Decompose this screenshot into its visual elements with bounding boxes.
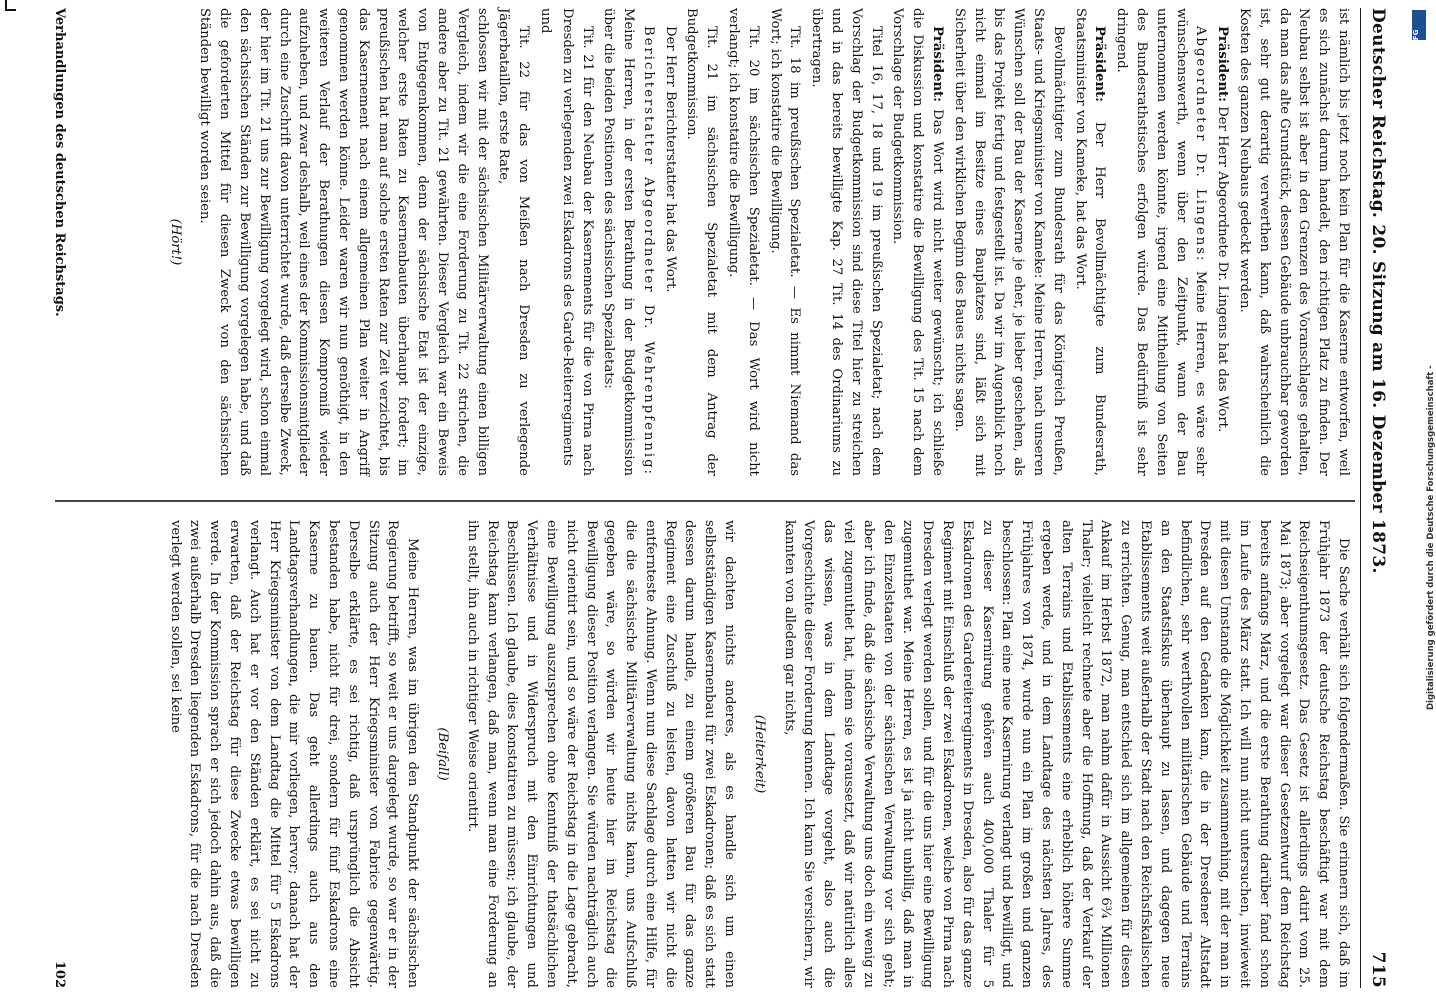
paragraph: Tit. 20 im sächsischen Spezialetat. — Das Wort wird nicht verlangt; ich konstatire die Bewilligung. — [726, 8, 761, 476]
paragraph-text: Meine Herren, in der ersten Berathung in der Budgetkommission über die beiden Positionen des sächsischen Spezialetats: — [601, 8, 637, 476]
page-footer — [45, 8, 75, 988]
paragraph: Tit. 21 im sächsischen Spezialetat mit dem Antrag der Budgetkommission. — [684, 8, 720, 476]
speaker-label: Präsident: — [930, 26, 946, 103]
paragraph — [888, 8, 947, 476]
paragraph: Tit. 21 für den Neubau der Kasernements für die von Pirna nach Dresden zu verlegenden zwei Eskadrons des Garde-Reiterregiments — [559, 8, 595, 476]
speaker-label: Präsident: — [1092, 26, 1108, 103]
interjection: (Heiterkeit) — [751, 714, 767, 794]
column-divider — [55, 500, 1355, 502]
paragraph: Tit. 22 für das von Meißen nach Dresden zu verlegende Jägerbataillon, erste Rate, — [496, 8, 532, 476]
sheet-number: 102 — [52, 960, 68, 988]
paragraph: Bevollmächtigter zum Bundesrath für das Königreich Preußen, Staats- und Kriegsminister von Kameke: Meine Herren, nach unseren Wünschen soll der Bau der Kaserne je eher, je lieber geschehen, als bis das Projekt fertig und festgestellt ist. Da wir im Augenblick noch nicht einmal im Besitze eines Bauplatzes sind, läßt sich mit Sicherheit über den wirklichen Beginn des Baues nichts sagen. — [951, 8, 1066, 476]
speaker-label: Berichterstatter Abgeordneter Dr. Wehrenpfennig: — [640, 26, 656, 476]
paragraph-text: Meine Herren, es wäre sehr wünschenswerth, wenn über den Zeitpunkt, wann der Bau unternommen werden könnte, irgend eine Mittheilung von Seiten des Bundesrathstisches erfolgen würde. Das Bedürfniß ist sehr dringend. — [1114, 8, 1209, 476]
paragraph: Tit. 18 im preußischen Spezialetat. — Es nimmt Niemand das Wort; ich konstatire die Bewilligung. — [767, 8, 803, 476]
page-number: 715 — [1368, 951, 1388, 988]
dfg-logo: DFG — [1412, 10, 1426, 40]
paragraph — [1212, 8, 1232, 476]
digitization-sidebar — [1404, 20, 1436, 710]
footer-label: Verhandlungen des deutschen Reichstags. — [52, 8, 68, 317]
paragraph: Die Sache verhält sich folgendermaßen. Sie erinnern sich, daß im Frühjahr 1873 der deutsche Reichstag beschäftigt war mit dem Reichseigenthumsgesetz. Das Gesetz ist allerdings datirt vom 25. Mai 1873; aber vorgelegt war dieser Gesetzentwurf dem Reichstag bereits anfangs März, und die erste Berathung darüber fand schon im Laufe des März statt. Ich will nun nicht untersuchen, inwieweit mit diesen Umstande die Möglichkeit zusammenhing, mit der man in Dresden auf den Gedanken kam, die in der Dresdener Altstadt befindlichen, sehr werthvollen militärischen Gebäude und Terrains an den Staatsfiskus überhaupt zu lassen, und dagegen neue Etablissements weit außerhalb der Stadt nach den Reichsfiskalischen zu errichten. Genug, man entschied sich im allgemeinen für diesen Ankauf im Herbst 1872, man nahm dafür in Aussicht 6¾ Millionen Thaler; vielleicht rechnete aber die Hoffnung, daß der Verkauf der alten Terrains und Etablissements eine erheblich höhere Summe ergeben werde, und in dem Landtage des nächsten Jahres, des Frühjahres von 1874, wurde nun ein Plan im großen und ganzen beschlossen: Plan eine neue Kasernirung verlangt und bewilligt, und zu dieser Kasernirung gehören auch 400,000 Thaler für 5 Eskadronen des Gardereiterregiments in Dresden, also für das ganze Regiment mit Einschluß der zwei Eskadronen, welche von Pirna nach Dresden verlegt werden sollen, und für die uns hier eine Bewilligung zugemuthet war. Meine Herren, es ist ja nicht unbillig, daß man in den Einzelstaaten von der sächsischen Verwaltung vor sich geht; aber ich finde, daß die sächsische Verwaltung uns doch ein wenig zu viel zugemuthet hat, indem sie voraussetzt, daß wir natürlich alles das wissen, was in dem Landtage vorgeht, also auch die Vorgeschichte dieser Forderung kennen. Ich kann Sie versichern, wir kannten von alledem gar nichts, — [781, 520, 1351, 988]
paragraph: Titel 16, 17, 18 und 19 im preußischen Spezialetat; nach dem Vorschlag der Budgetkommission sind diese Titel hier zu streichen und in das bereits bewilligte Kap. 27 Tit. 14 des Ordinariums zu übertragen. — [809, 8, 884, 476]
paragraph-text: Der Herr Abgeordnete Dr. Lingens hat das Wort. — [1215, 106, 1231, 433]
speaker-label: Abgeordneter Dr. Lingens: — [1193, 26, 1209, 263]
paragraph — [599, 8, 658, 476]
right-column — [163, 520, 1353, 988]
left-column — [155, 8, 1353, 476]
paragraph: Meine Herren, was im übrigen den Standpunkt der sächsischen Regierung betrifft, so weit er uns dargelegt wurde, so war er in der Sitzung auch der Herr Kriegsminister von Fabrice gegenwärtig. Derselbe erklärte, es sei richtig, daß ursprünglich die Absicht bestanden habe, nicht für drei, sondern für fünf Eskadrons eine Kaserne zu bauen. Das geht allerdings auch aus den Landtagsverhandlungen, die mir vorliegen, hervor; danach hat der Herr Kriegsminister von dem Landtag die Mittel für 5 Eskadrons verlangt. Auch hat er vor den Ständen erklärt, es sei nicht zu erwarten, daß der Reichstag für diese Zwecke etwas bewilligen werde. In der Kommission sprach er sich jedoch dahin aus, daß die zwei außerhalb Dresden liegenden Eskadrons, für die nach Dresden verlegt werden sollen, sei keine — [167, 520, 421, 988]
interjection: (Hört!) — [167, 218, 183, 266]
page-header — [1360, 8, 1395, 988]
paragraph: und — [537, 8, 553, 34]
paragraph — [1111, 8, 1210, 476]
header-title: Deutscher Reichstag. 20. Sitzung am 16. Dezember 1873. — [1368, 8, 1388, 574]
speaker-label: Präsident: — [1215, 26, 1231, 103]
paragraph: schlossen wir mit der sächsischen Militärverwaltung einen billigen Vergleich, indem wir die eine Forderung zu Tit. 22 strichen, die andere aber zu Tit. 21 gewährten. Dieser Vergleich war ein Beweis von Entgegenkommen, denn der sächsische Etat ist der einzige, welcher erste Raten zu Kasernenbauten überhaupt fordert; im preußischen hat man auf solche ersten Raten zur Zeit verzichtet, bis das Kasernement nach einem allgemeinen Plan weiter in Angriff genommen werden könne. Leider waren wir nun genöthigt, in den weiteren Verlauf der Berathungen diesen Kompromiß wieder aufzuheben, und zwar deshalb, weil eines der Kommissionsmitglieder durch eine Zuschrift davon unterrichtet wurde, daß derselbe Zweck, der hier im Tit. 21 uns zur Bewilligung vorgelegt wird, schon einmal den sächsischen Ständen zur Bewilligung vorgelegen habe, und daß die geforderten Mittel für diesen Zweck von den sächsischen Ständen bewilligt worden seien. — [197, 8, 490, 476]
digitization-note: Digitalisierung gefördert durch die Deutsche Forschungsgemeinschaft - — [1426, 365, 1436, 710]
corner-mark — [4, 0, 18, 14]
paragraph — [1070, 8, 1110, 476]
rotated-content — [35, 8, 1395, 988]
paragraph: wir dachten nichts anderes, als es handle sich um einen selbstständigen Kasernenbau für zwei Eskadronen; daß es sich statt dessen darum handle, zu einem größeren Bau für das ganze Regiment eine Zuschuß zu leisten, davon hatten wir nicht die entfernteste Ahnung. Wenn nun diese Sachlage durch eine Hilfe, für die die sächsische Militärverwaltung nichts kann, uns Aufschluß gegeben wäre, so würden wir heute hier im Reichstag die Bewilligung dieser Position verlangen. Sie würden nachträglich auch nicht orientirt sein, und so wäre der Reichstag in die Lage gebracht, eine Bewilligung auszusprechen ohne Kenntniß der thatsächlichen Verhältnisse und in Widerspruch mit den Einrichtungen und Beschlüssen. Ich glaube, dies konstatiren zu müssen; ich glaube, der Reichstag kann verlangen, daß man, wenn man eine Forderung an ihn stellt, ihn auch in richtiger Weise orientirt. — [464, 520, 738, 988]
paragraph: ist nämlich bis jetzt noch kein Plan für die Kaserne entworfen, weil es sich zunächst darum handelt, den richtigen Platz zu finden. Der Neubau selbst ist aber in den Grenzen des Voranschlages gehalten, da man das alte Grundstück, dessen Gebäude unbrauchbar geworden ist, sehr gut derartig verwerthen kann, daß wahrscheinlich die Kosten des ganzen Neubaus gedeckt werden. — [1237, 8, 1351, 476]
paragraph-text: Das Wort wird nicht weiter gewünscht; ich schließe die Diskussion und konstatire die Bewilligung des Tit. 15 nach dem Vorschlage der Budgetkommission. — [890, 8, 946, 476]
paragraph-text: Der Herr Bevollmächtigte zum Bundesrath, Staatsminister von Kameke, hat das Wort. — [1072, 8, 1108, 476]
interjection: (Beifall) — [434, 727, 450, 781]
paragraph: Der Herr Berichterstatter hat das Wort. — [662, 26, 678, 293]
